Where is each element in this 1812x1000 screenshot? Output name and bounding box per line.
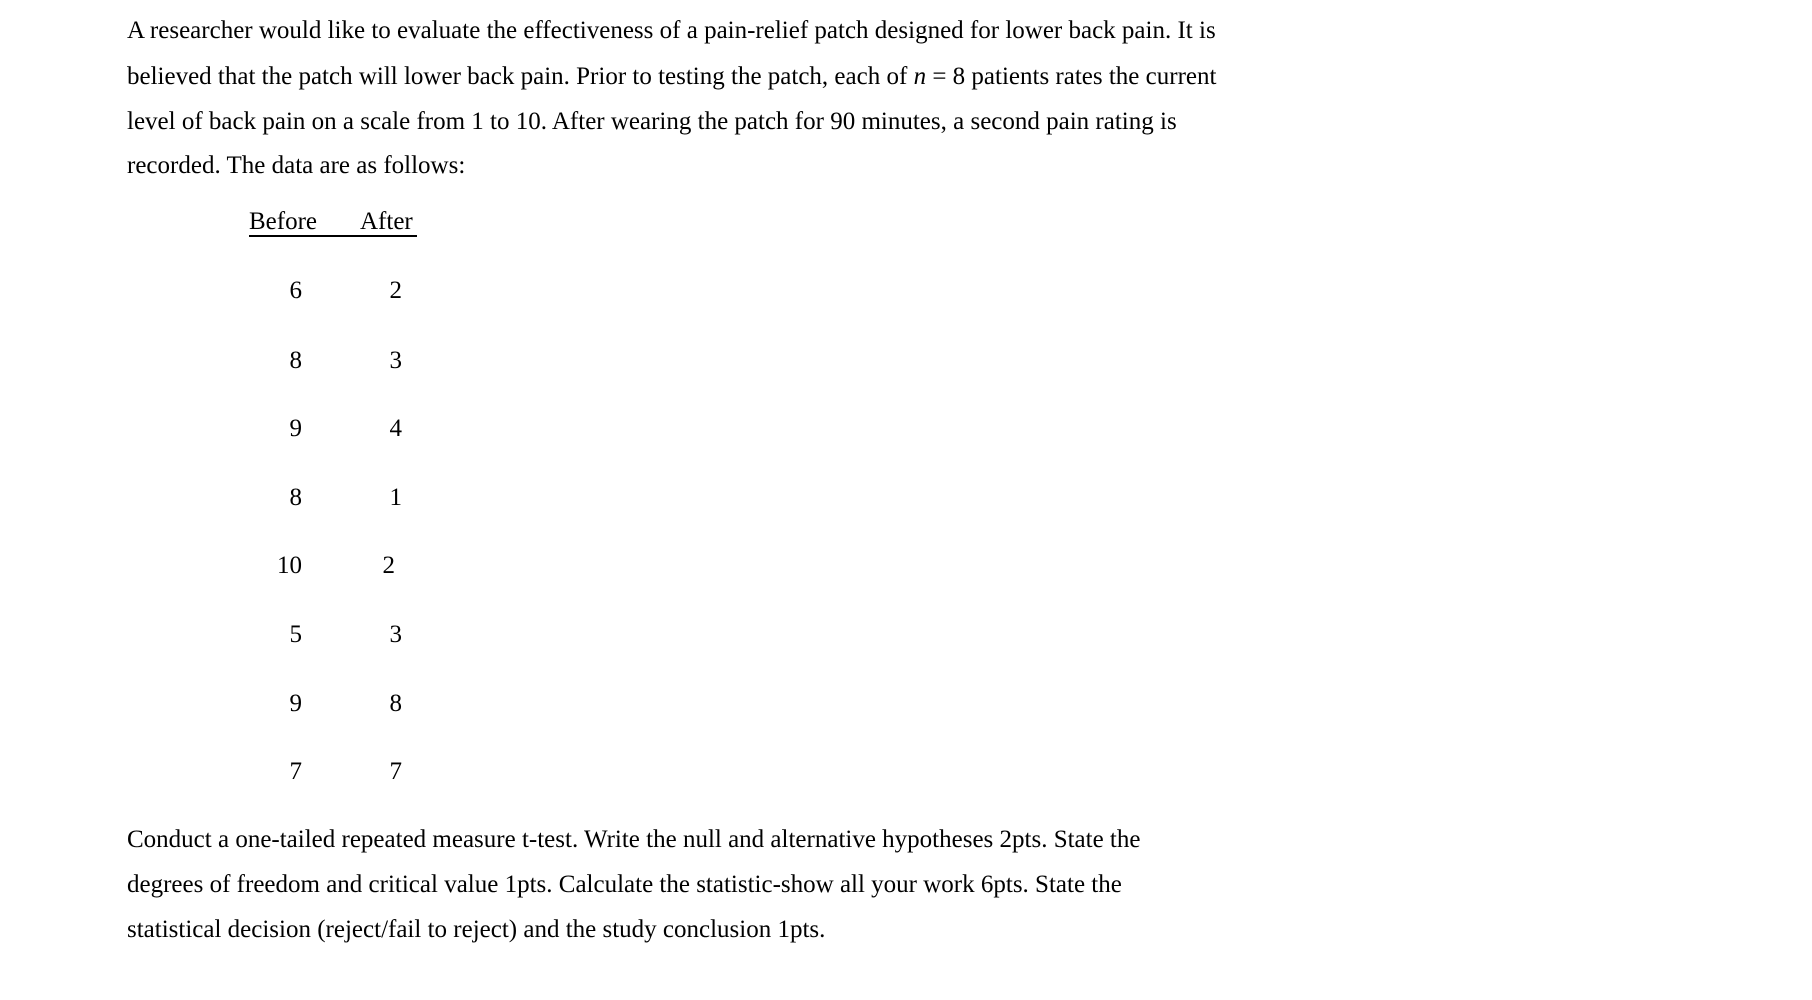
header-before: Before xyxy=(249,208,318,235)
after-value: 7 xyxy=(389,758,402,785)
after-value: 3 xyxy=(389,347,402,374)
after-value: 1 xyxy=(389,484,402,511)
after-value: 2 xyxy=(389,277,402,304)
instructions-line-3: statistical decision (reject/fail to reject) and the study conclusion 1pts. xyxy=(127,916,826,943)
intro-line-2-text: believed that the patch will lower back pain. Prior to testing the patch, each of xyxy=(127,63,914,90)
instructions-line-1: Conduct a one-tailed repeated measure t-test. Write the null and alternative hypotheses 2pts. State the xyxy=(127,826,1141,853)
intro-line-3: level of back pain on a scale from 1 to 10. After wearing the patch for 90 minutes, a second pain rating is xyxy=(127,108,1177,135)
n-value-text: = 8 patients rates the current xyxy=(926,63,1217,90)
n-variable: n xyxy=(913,63,927,90)
after-value: 3 xyxy=(389,621,402,648)
before-value: 6 xyxy=(289,277,302,304)
before-value: 7 xyxy=(289,758,302,785)
before-value: 10 xyxy=(277,552,302,579)
instructions-line-2: degrees of freedom and critical value 1pts. Calculate the statistic-show all your work 6pts. State the xyxy=(127,871,1122,898)
before-value: 9 xyxy=(289,690,302,717)
intro-line-1: A researcher would like to evaluate the effectiveness of a pain-relief patch designed for lower back pain. It is xyxy=(127,17,1216,44)
intro-line-4: recorded. The data are as follows: xyxy=(127,152,466,179)
before-value: 8 xyxy=(289,484,302,511)
after-value: 8 xyxy=(389,690,402,717)
before-value: 8 xyxy=(289,347,302,374)
intro-line-2 xyxy=(127,62,1216,92)
header-after: After xyxy=(360,208,413,235)
after-value: 4 xyxy=(389,415,402,442)
header-underline xyxy=(249,235,417,237)
before-value: 5 xyxy=(289,621,302,648)
after-value: 2 xyxy=(382,552,395,579)
before-value: 9 xyxy=(289,415,302,442)
